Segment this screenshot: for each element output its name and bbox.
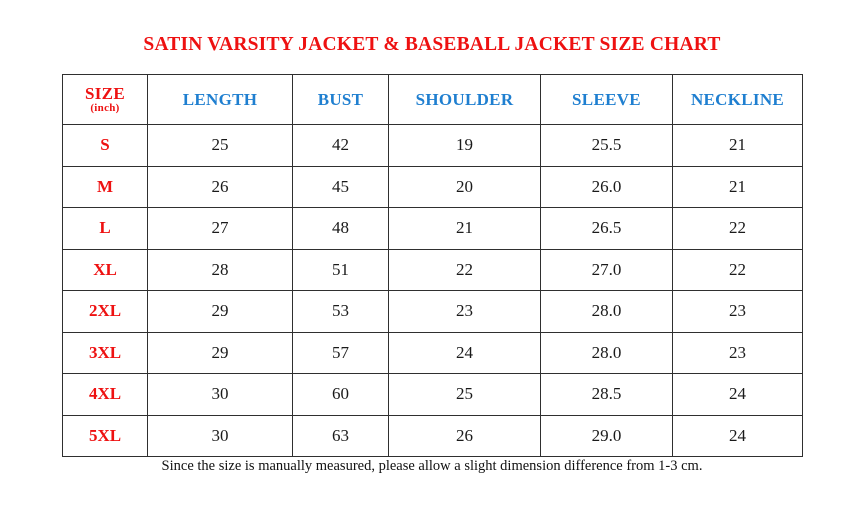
cell-shoulder: 21 xyxy=(389,208,541,250)
cell-shoulder: 20 xyxy=(389,166,541,208)
cell-sleeve: 27.0 xyxy=(541,249,673,291)
page-title: SATIN VARSITY JACKET & BASEBALL JACKET SIZE CHART xyxy=(143,34,721,55)
cell-size: M xyxy=(63,166,148,208)
cell-bust: 51 xyxy=(293,249,389,291)
cell-shoulder: 23 xyxy=(389,291,541,333)
cell-length: 25 xyxy=(148,125,293,167)
column-header-neckline: NECKLINE xyxy=(673,75,803,125)
cell-bust: 63 xyxy=(293,415,389,457)
cell-neckline: 24 xyxy=(673,374,803,416)
cell-neckline: 23 xyxy=(673,291,803,333)
cell-bust: 60 xyxy=(293,374,389,416)
cell-bust: 57 xyxy=(293,332,389,374)
cell-neckline: 22 xyxy=(673,249,803,291)
cell-sleeve: 26.5 xyxy=(541,208,673,250)
cell-size: L xyxy=(63,208,148,250)
cell-sleeve: 26.0 xyxy=(541,166,673,208)
cell-sleeve: 28.0 xyxy=(541,291,673,333)
cell-size: 3XL xyxy=(63,332,148,374)
cell-bust: 42 xyxy=(293,125,389,167)
cell-shoulder: 19 xyxy=(389,125,541,167)
column-header-shoulder: SHOULDER xyxy=(389,75,541,125)
table-row xyxy=(63,332,803,374)
cell-neckline: 21 xyxy=(673,166,803,208)
size-chart-table-container xyxy=(62,74,802,457)
cell-sleeve: 25.5 xyxy=(541,125,673,167)
cell-neckline: 21 xyxy=(673,125,803,167)
cell-size: XL xyxy=(63,249,148,291)
cell-length: 30 xyxy=(148,415,293,457)
cell-shoulder: 22 xyxy=(389,249,541,291)
cell-length: 29 xyxy=(148,332,293,374)
measurement-disclaimer: Since the size is manually measured, please allow a slight dimension difference from 1-3 cm. xyxy=(161,458,703,474)
cell-neckline: 23 xyxy=(673,332,803,374)
cell-shoulder: 24 xyxy=(389,332,541,374)
cell-length: 27 xyxy=(148,208,293,250)
size-chart-table xyxy=(62,74,803,457)
cell-size: 5XL xyxy=(63,415,148,457)
table-row xyxy=(63,166,803,208)
cell-size: S xyxy=(63,125,148,167)
cell-neckline: 24 xyxy=(673,415,803,457)
table-body xyxy=(63,125,803,457)
cell-size: 2XL xyxy=(63,291,148,333)
cell-sleeve: 28.5 xyxy=(541,374,673,416)
cell-bust: 53 xyxy=(293,291,389,333)
column-header-size xyxy=(63,75,148,125)
cell-neckline: 22 xyxy=(673,208,803,250)
cell-length: 30 xyxy=(148,374,293,416)
table-row xyxy=(63,249,803,291)
cell-length: 26 xyxy=(148,166,293,208)
table-row xyxy=(63,125,803,167)
cell-shoulder: 26 xyxy=(389,415,541,457)
table-row xyxy=(63,415,803,457)
column-header-size-unit: (inch) xyxy=(90,101,120,114)
column-header-sleeve: SLEEVE xyxy=(541,75,673,125)
cell-sleeve: 28.0 xyxy=(541,332,673,374)
table-row xyxy=(63,374,803,416)
cell-size: 4XL xyxy=(63,374,148,416)
table-header-row xyxy=(63,75,803,125)
table-header xyxy=(63,75,803,125)
cell-shoulder: 25 xyxy=(389,374,541,416)
table-row xyxy=(63,208,803,250)
column-header-length: LENGTH xyxy=(148,75,293,125)
cell-sleeve: 29.0 xyxy=(541,415,673,457)
cell-bust: 48 xyxy=(293,208,389,250)
cell-length: 29 xyxy=(148,291,293,333)
column-header-size-label: SIZE xyxy=(85,83,125,103)
column-header-bust: BUST xyxy=(293,75,389,125)
cell-length: 28 xyxy=(148,249,293,291)
cell-bust: 45 xyxy=(293,166,389,208)
table-row xyxy=(63,291,803,333)
